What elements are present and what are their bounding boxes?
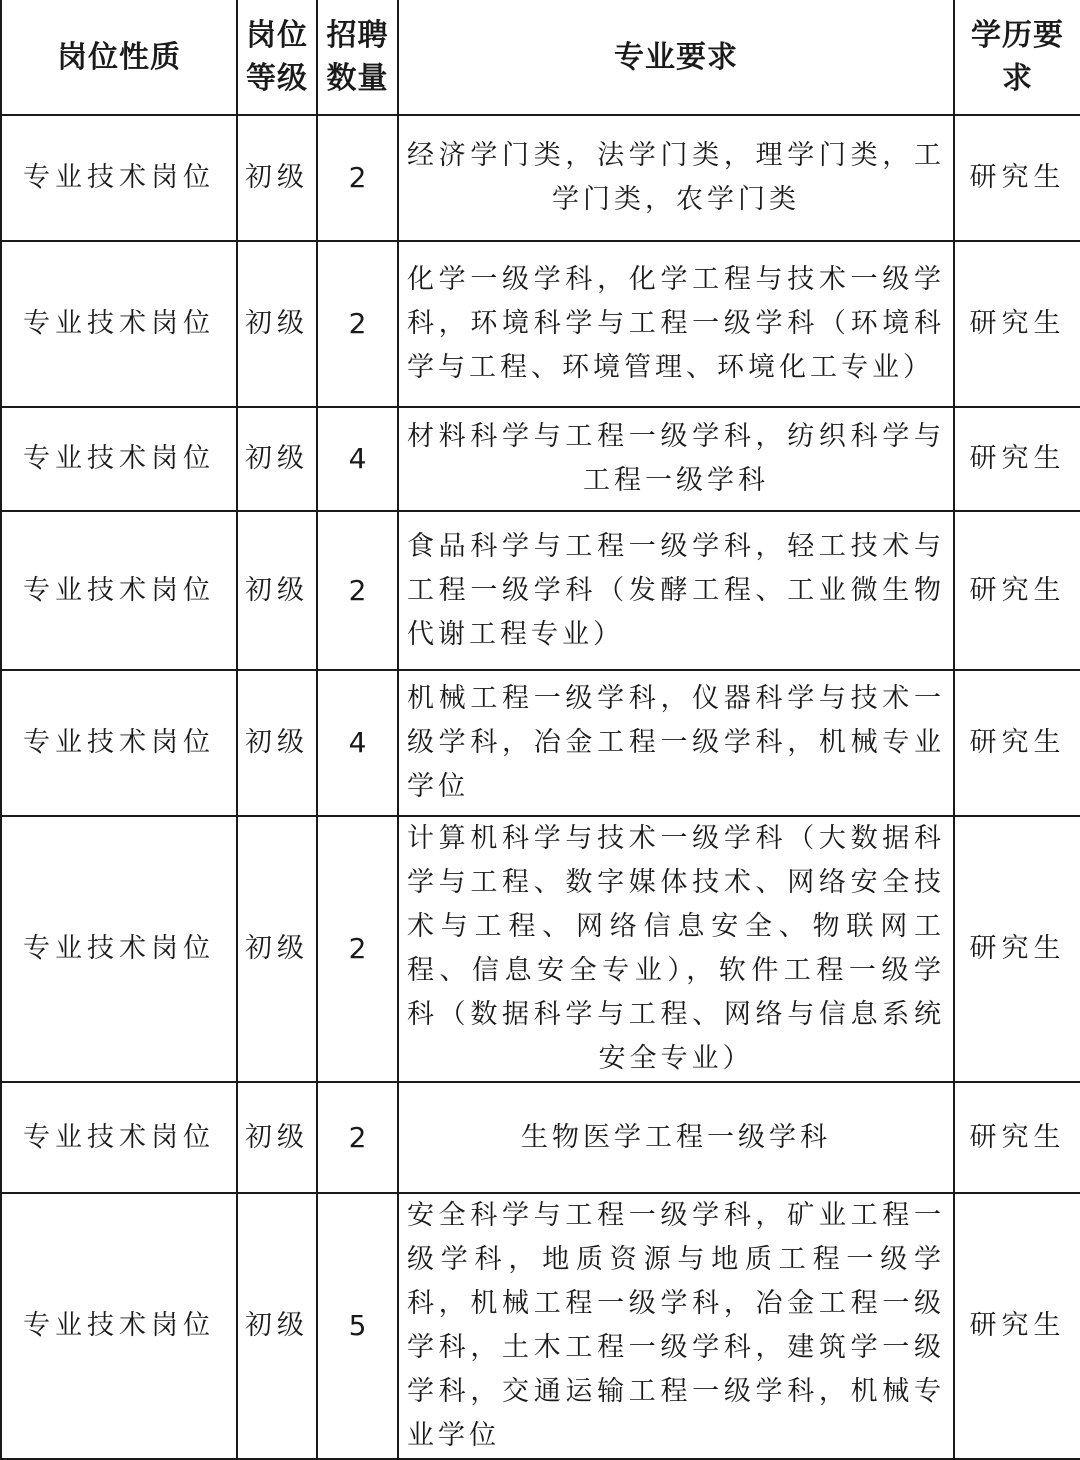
- position-nature-cell: 专业技术岗位: [1, 816, 237, 1082]
- position-nature-cell: 专业技术岗位: [1, 511, 237, 670]
- major-requirement-cell: 经济学门类，法学门类，理学门类，工学门类，农学门类: [398, 115, 954, 241]
- education-cell: 研究生: [954, 670, 1080, 816]
- header-level-line2: 等级: [246, 61, 308, 96]
- table-row: [1, 407, 1080, 511]
- table-row: [1, 511, 1080, 670]
- header-level-line1: 岗位: [246, 18, 308, 53]
- recruit-count-cell: 4: [317, 407, 398, 511]
- education-cell: 研究生: [954, 816, 1080, 1082]
- table-row: [1, 816, 1080, 1082]
- header-position-nature: 岗位性质: [1, 0, 237, 115]
- education-cell: 研究生: [954, 115, 1080, 241]
- header-education-line2: 求: [1002, 61, 1033, 96]
- table-row: [1, 670, 1080, 816]
- recruit-count-cell: 2: [317, 241, 398, 407]
- education-cell: 研究生: [954, 511, 1080, 670]
- recruit-count-cell: 5: [317, 1193, 398, 1459]
- header-position-level: [237, 0, 317, 115]
- major-requirement-cell: 安全科学与工程一级学科，矿业工程一级学科，地质资源与地质工程一级学科，机械工程一级学科，冶金工程一级学科，土木工程一级学科，建筑学一级学科，交通运输工程一级学科，机械专业学位: [398, 1193, 954, 1459]
- major-requirement-cell: 化学一级学科，化学工程与技术一级学科，环境科学与工程一级学科（环境科学与工程、环境管理、环境化工专业）: [398, 241, 954, 407]
- recruit-count-cell: 2: [317, 1082, 398, 1193]
- recruit-count-cell: 4: [317, 670, 398, 816]
- header-count-line1: 招聘: [326, 18, 389, 53]
- position-level-cell: 初级: [237, 1082, 317, 1193]
- table-row: [1, 241, 1080, 407]
- major-requirement-cell: 计算机科学与技术一级学科（大数据科学与工程、数字媒体技术、网络安全技术与工程、网络信息安全、物联网工程、信息安全专业），软件工程一级学科（数据科学与工程、网络与信息系统安全专业）: [398, 816, 954, 1082]
- major-requirement-cell: 生物医学工程一级学科: [398, 1082, 954, 1193]
- education-cell: 研究生: [954, 1082, 1080, 1193]
- header-row: [1, 0, 1080, 115]
- position-level-cell: 初级: [237, 407, 317, 511]
- position-nature-cell: 专业技术岗位: [1, 670, 237, 816]
- recruit-count-cell: 2: [317, 511, 398, 670]
- position-level-cell: 初级: [237, 816, 317, 1082]
- header-count-line2: 数量: [326, 61, 389, 96]
- position-nature-cell: 专业技术岗位: [1, 1193, 237, 1459]
- header-major-requirement: 专业要求: [398, 0, 954, 115]
- position-nature-cell: 专业技术岗位: [1, 241, 237, 407]
- education-cell: 研究生: [954, 407, 1080, 511]
- table-row: [1, 1193, 1080, 1459]
- position-nature-cell: 专业技术岗位: [1, 407, 237, 511]
- position-level-cell: 初级: [237, 670, 317, 816]
- table-row: [1, 1082, 1080, 1193]
- education-cell: 研究生: [954, 241, 1080, 407]
- table-row: [1, 115, 1080, 241]
- major-requirement-cell: 食品科学与工程一级学科，轻工技术与工程一级学科（发酵工程、工业微生物代谢工程专业）: [398, 511, 954, 670]
- position-level-cell: 初级: [237, 511, 317, 670]
- position-level-cell: 初级: [237, 1193, 317, 1459]
- header-education-line1: 学历要: [971, 18, 1064, 53]
- position-level-cell: 初级: [237, 241, 317, 407]
- header-recruit-count: [317, 0, 398, 115]
- recruit-count-cell: 2: [317, 816, 398, 1082]
- position-nature-cell: 专业技术岗位: [1, 115, 237, 241]
- major-requirement-cell: 机械工程一级学科，仪器科学与技术一级学科，冶金工程一级学科，机械专业学位: [398, 670, 954, 816]
- position-nature-cell: 专业技术岗位: [1, 1082, 237, 1193]
- header-education-requirement: [954, 0, 1080, 115]
- recruit-count-cell: 2: [317, 115, 398, 241]
- education-cell: 研究生: [954, 1193, 1080, 1459]
- major-requirement-cell: 材料科学与工程一级学科，纺织科学与工程一级学科: [398, 407, 954, 511]
- position-level-cell: 初级: [237, 115, 317, 241]
